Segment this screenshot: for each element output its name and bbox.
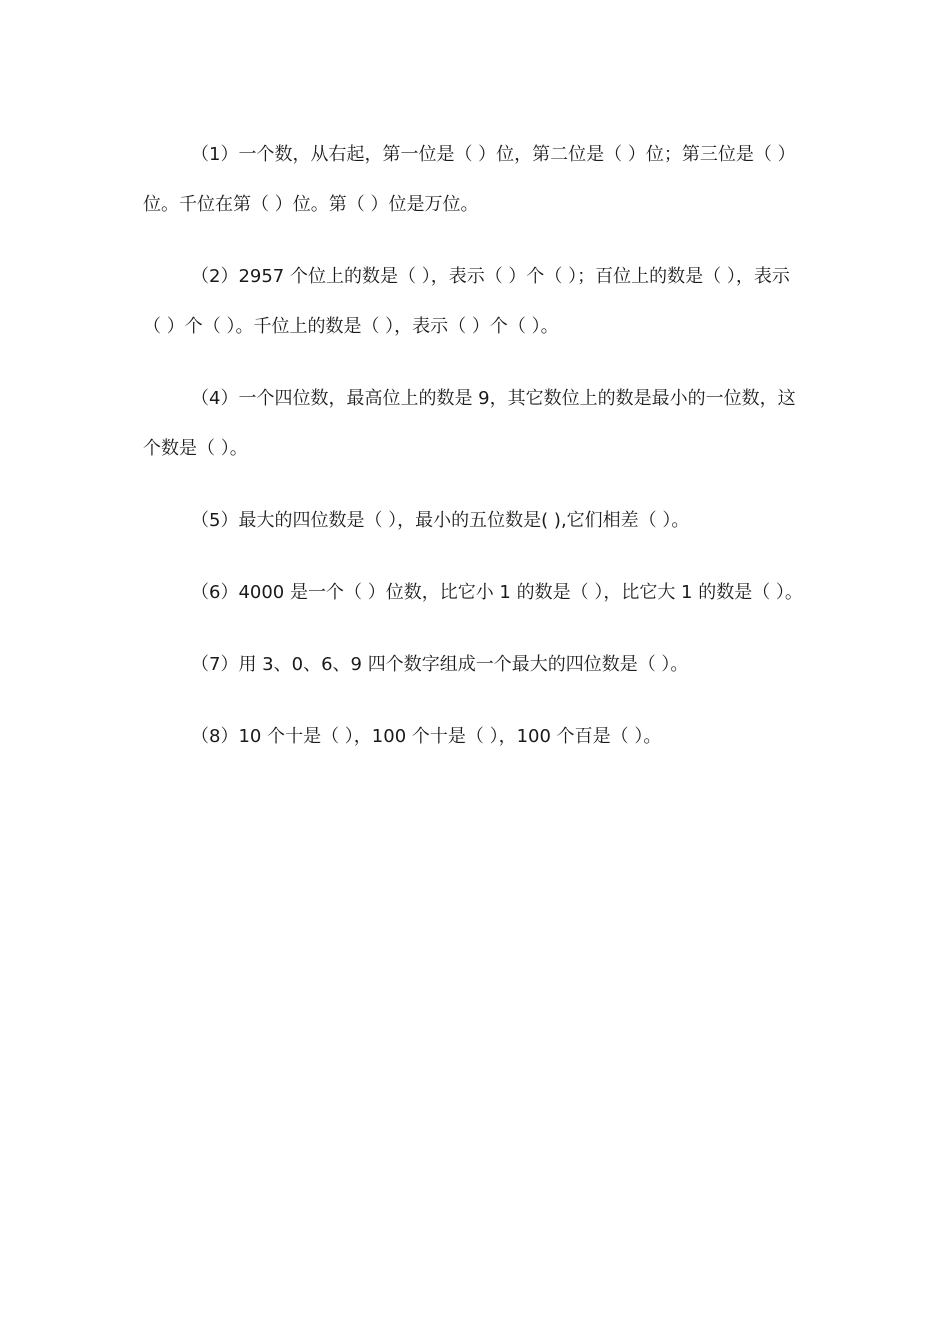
question-1: （1）一个数，从右起，第一位是（ ）位，第二位是（ ）位；第三位是（ ）位。千位在第（ ）位。第（ ）位是万位。 bbox=[143, 144, 796, 215]
question-list bbox=[143, 130, 803, 784]
question-4: （4）一个四位数，最高位上的数是 9，其它数位上的数是最小的一位数，这个数是（ ）。 bbox=[143, 388, 796, 459]
question-7: （7）用 3、0、6、9 四个数字组成一个最大的四位数是（ ）。 bbox=[191, 654, 689, 675]
question-5: （5）最大的四位数是（ ），最小的五位数是( ),它们相差（ ）。 bbox=[191, 510, 690, 531]
question-6: （6）4000 是一个（ ）位数，比它小 1 的数是（ ），比它大 1 的数是（ ）。 bbox=[191, 582, 803, 603]
question-8: （8）10 个十是（ ），100 个十是（ ），100 个百是（ ）。 bbox=[191, 726, 662, 747]
question-2: （2）2957 个位上的数是（ ），表示（ ）个（ ）；百位上的数是（ ），表示（ ）个（ ）。千位上的数是（ ），表示（ ）个（ ）。 bbox=[143, 266, 790, 337]
